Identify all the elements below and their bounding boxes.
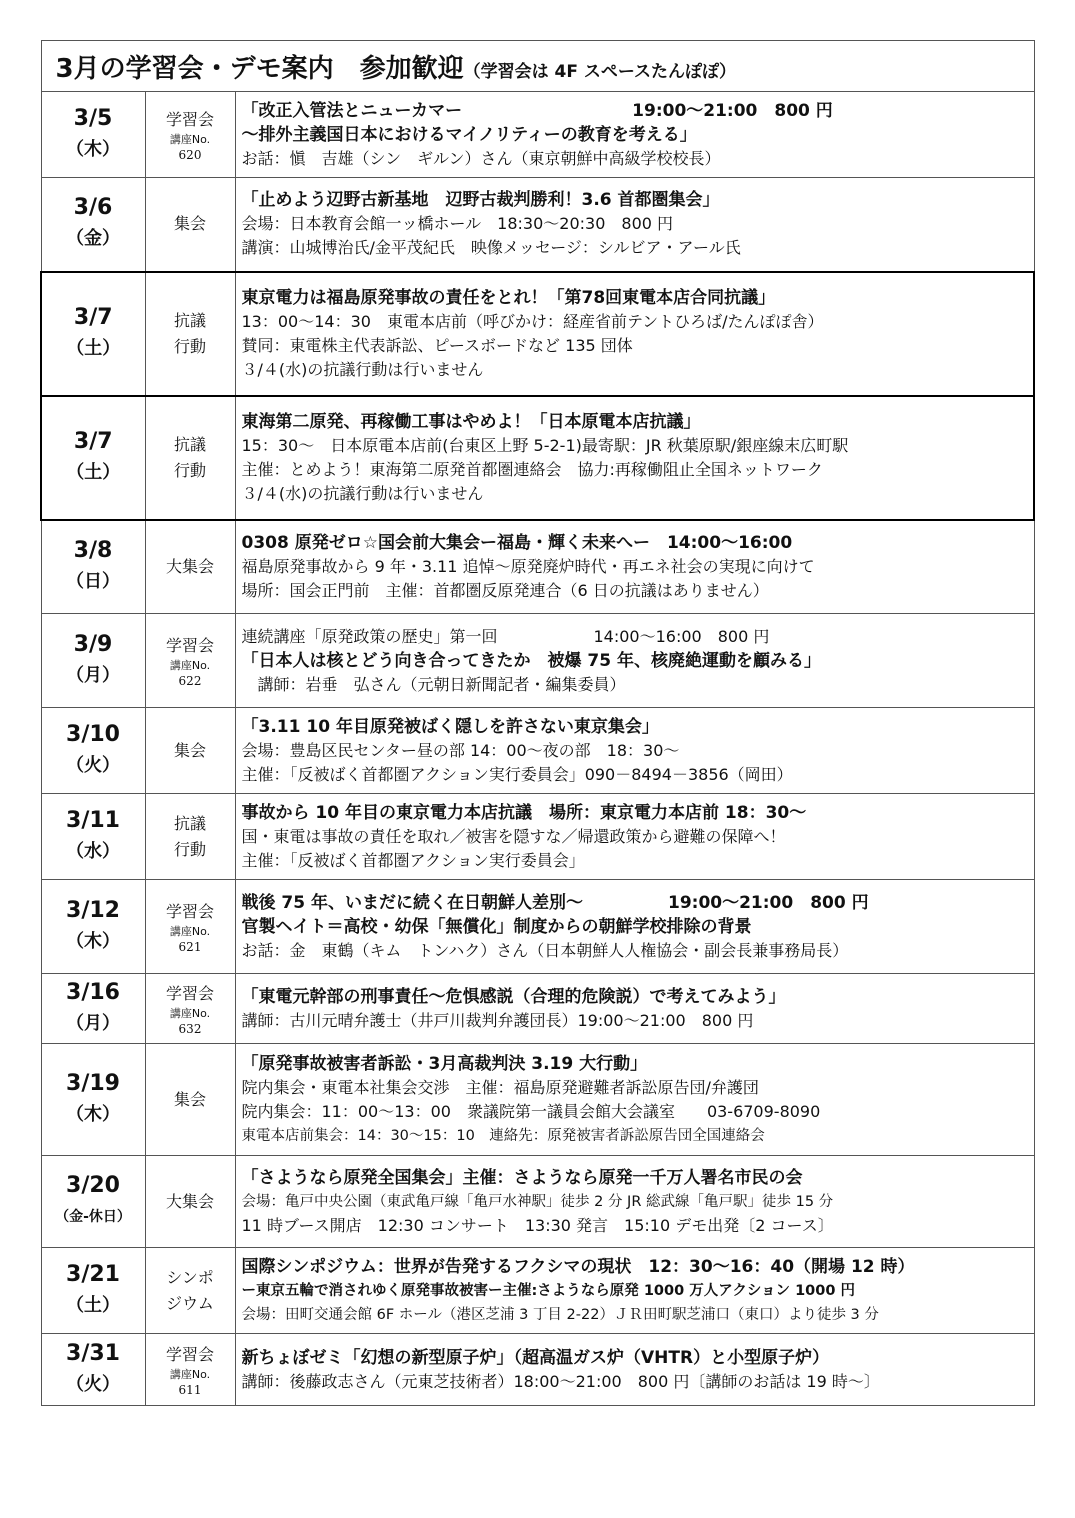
event-type-line2: 行動	[173, 839, 206, 859]
event-date-cell	[41, 92, 145, 178]
event-type-line2: 行動	[173, 336, 206, 356]
lecture-number: 611	[178, 1382, 202, 1397]
event-date-cell	[41, 1248, 145, 1334]
event-details-cell	[235, 794, 1034, 880]
event-date: 3/7	[73, 304, 113, 330]
event-type-cell	[145, 1044, 235, 1156]
event-row	[41, 614, 1034, 708]
event-detail-line: 会場：田町交通会館 6F ホール（港区芝浦 3 丁目 2-22）ＪＲ田町駅芝浦口（東口）より徒歩 3 分	[241, 1306, 879, 1323]
event-detail-line: 連続講座「原発政策の歴史」第一回 14:00～16:00 800 円	[241, 626, 770, 646]
event-weekday: （火）	[66, 754, 120, 776]
event-date-cell	[41, 794, 145, 880]
event-detail-line: ～排外主義国日本におけるマイノリティーの教育を考える」	[241, 124, 697, 145]
event-detail-line: 国際シンポジウム：世界が告発するフクシマの現状 12：30～16：40（開場 12 時）	[241, 1256, 915, 1277]
event-date: 3/6	[73, 195, 113, 221]
event-date-cell	[41, 974, 145, 1044]
event-detail-line: お話：愼 吉雄（シン ギルン）さん（東京朝鮮中高級学校校長）	[241, 148, 721, 168]
lecture-number: 622	[178, 673, 202, 688]
event-date-cell	[41, 614, 145, 708]
lecture-label: 講座No.	[169, 924, 211, 938]
event-type: 抗議	[173, 434, 206, 454]
lecture-number: 620	[178, 147, 202, 162]
event-detail-line: 国・東電は事故の責任を取れ／被害を隠すな／帰還政策から避難の保障へ！	[241, 826, 786, 846]
event-date-cell	[41, 178, 145, 272]
event-date: 3/9	[73, 631, 113, 657]
event-detail-line: 「原発事故被害者訴訟・3月高裁判決 3.19 大行動」	[241, 1053, 648, 1074]
event-details-cell	[235, 520, 1034, 614]
event-type-cell	[145, 614, 235, 708]
event-detail-line: 主催：「反被ばく首都圏アクション実行委員会」	[241, 850, 585, 870]
event-type-cell	[145, 1248, 235, 1334]
event-detail-line: 「3.11 10 年目原発被ばく隠しを許さない東京集会」	[241, 716, 659, 737]
event-weekday: （木）	[66, 930, 120, 952]
title-sub: （学習会は 4F スペースたんぽぽ）	[463, 61, 737, 82]
event-details-cell	[235, 92, 1034, 178]
event-detail-line: 事故から 10 年目の東京電力本店抗議 場所：東京電力本店前 18：30～	[241, 802, 807, 823]
event-row	[41, 1334, 1034, 1406]
event-detail-line: 戦後 75 年、いまだに続く在日朝鮮人差別～ 19:00～21:00 800 円	[241, 892, 869, 913]
event-schedule-table	[40, 40, 1035, 1406]
event-date: 3/7	[73, 428, 113, 454]
event-detail-line: 主催：「反被ばく首都圏アクション実行委員会」090－8494－3856（岡田）	[241, 764, 793, 784]
event-row	[41, 92, 1034, 178]
event-row	[41, 794, 1034, 880]
event-date-cell	[41, 272, 145, 396]
event-row	[41, 1248, 1034, 1334]
title-row	[41, 41, 1034, 92]
event-detail-line: 講師：後藤政志さん（元東芝技術者）18:00～21:00 800 円〔講師のお話は 19 時～〕	[241, 1371, 880, 1391]
event-details-cell	[235, 1334, 1034, 1406]
event-type: 学習会	[165, 1344, 214, 1364]
lecture-label: 講座No.	[169, 1006, 211, 1020]
event-detail-line: 「東電元幹部の刑事責任～危惧感説（合理的危険説）で考えてみよう」	[241, 986, 786, 1007]
event-row	[41, 396, 1034, 520]
event-detail-line: 13：00～14：30 東電本店前（呼びかけ：経産省前テントひろば/たんぽぽ舎）	[241, 311, 824, 331]
event-row	[41, 880, 1034, 974]
event-weekday: （金）	[66, 228, 120, 250]
event-date-cell	[41, 708, 145, 794]
lecture-label: 講座No.	[169, 658, 211, 672]
event-type-cell	[145, 708, 235, 794]
event-details-cell	[235, 974, 1034, 1044]
event-type-line2: ジウム	[166, 1293, 214, 1313]
title-main: 3月の学習会・デモ案内 参加歓迎	[55, 53, 464, 84]
event-weekday: （土）	[66, 337, 121, 359]
event-type: 抗議	[173, 310, 206, 330]
event-detail-line: 東京電力は福島原発事故の責任をとれ！「第78回東電本店合同抗議」	[241, 287, 776, 308]
event-type-line2: 行動	[173, 460, 206, 480]
event-date-cell	[41, 520, 145, 614]
lecture-label: 講座No.	[169, 132, 211, 146]
event-row	[41, 1044, 1034, 1156]
event-detail-line: 福島原発事故から 9 年・3.11 追悼～原発廃炉時代・再エネ社会の実現に向けて	[241, 556, 815, 576]
event-detail-line: 11 時ブース開店 12:30 コンサート 13:30 発言 15:10 デモ出発〔2 コース〕	[241, 1215, 834, 1235]
event-details-cell	[235, 1044, 1034, 1156]
event-type-cell	[145, 92, 235, 178]
event-detail-line: 東電本店前集会：14：30～15：10 連絡先：原発被害者訴訟原告団全国連絡会	[241, 1127, 765, 1144]
event-detail-line: 講演：山城博治氏/金平茂紀氏 映像メッセージ：シルビア・アール氏	[241, 238, 741, 258]
event-details-cell	[235, 1156, 1034, 1248]
event-row	[41, 520, 1034, 614]
event-date: 3/21	[66, 1261, 120, 1287]
event-type: 抗議	[173, 813, 206, 833]
lecture-number: 632	[178, 1021, 202, 1036]
event-detail-line: 「改正入管法とニューカマー 19:00～21:00 800 円	[241, 100, 833, 121]
event-details-cell	[235, 1248, 1034, 1334]
event-type-cell	[145, 272, 235, 396]
event-row	[41, 1156, 1034, 1248]
event-weekday: （土）	[66, 1294, 120, 1316]
event-type: 学習会	[165, 109, 214, 129]
event-detail-line: ３/４(水)の抗議行動は行いません	[241, 359, 484, 379]
event-detail-line: 「さようなら原発全国集会」主催：さようなら原発一千万人署名市民の会	[241, 1167, 803, 1188]
event-row	[41, 708, 1034, 794]
event-weekday: （金-休日）	[55, 1208, 131, 1225]
event-detail-line: 会場：豊島区民センター昼の部 14：00～夜の部 18：30～	[241, 740, 680, 760]
event-date-cell	[41, 1334, 145, 1406]
event-detail-line: 院内集会：11：00～13：00 衆議院第一議員会館大会議室 03-6709-8090	[241, 1101, 821, 1121]
event-detail-line: 院内集会・東電本社集会交渉 主催：福島原発避難者訴訟原告団/弁護団	[241, 1077, 759, 1097]
event-type: 学習会	[165, 983, 214, 1003]
event-detail-line: ３/４(水)の抗議行動は行いません	[241, 483, 484, 503]
event-detail-line: 会場：日本教育会館一ッ橋ホール 18:30～20:30 800 円	[241, 214, 674, 234]
event-detail-line: 主催：とめよう！東海第二原発首都圏連絡会 協力:再稼働阻止全国ネットワーク	[241, 459, 823, 479]
event-weekday: （火）	[66, 1373, 120, 1395]
event-row	[41, 974, 1034, 1044]
event-date-cell	[41, 880, 145, 974]
event-details-cell	[235, 272, 1034, 396]
event-date: 3/19	[66, 1070, 120, 1096]
event-detail-line: 会場：亀戸中央公園（東武亀戸線「亀戸水神駅」徒歩 2 分 JR 総武線「亀戸駅」徒歩 15 分	[241, 1193, 834, 1210]
event-details-cell	[235, 178, 1034, 272]
event-type-cell	[145, 880, 235, 974]
event-row	[41, 272, 1034, 396]
event-type-cell	[145, 396, 235, 520]
event-weekday: （木）	[66, 1103, 120, 1125]
event-type: シンポ	[166, 1267, 214, 1287]
event-weekday: （土）	[66, 461, 121, 483]
event-detail-line: 東海第二原発、再稼働工事はやめよ！「日本原電本店抗議」	[241, 411, 701, 432]
event-weekday: （日）	[66, 570, 120, 592]
lecture-number: 621	[178, 939, 202, 954]
event-weekday: （水）	[66, 840, 120, 862]
event-type: 学習会	[165, 635, 214, 655]
event-type: 集会	[173, 214, 206, 234]
event-detail-line: 講師：岩垂 弘さん（元朝日新聞記者・編集委員）	[241, 674, 626, 694]
event-detail-line: 場所：国会正門前 主催：首都圏反原発連合（6 日の抗議はありません）	[241, 580, 769, 600]
event-detail-line: お話：金 東鶴（キム トンハク）さん（日本朝鮮人人権協会・副会長兼事務局長）	[241, 940, 849, 960]
event-row	[41, 178, 1034, 272]
event-detail-line: ー東京五輪で消されゆく原発事故被害ー主催:さようなら原発 1000 万人アクション 1000 円	[241, 1282, 855, 1299]
event-detail-line: 新ちょぼゼミ「幻想の新型原子炉」（超高温ガス炉（VHTR）と小型原子炉）	[241, 1347, 830, 1368]
page-title	[41, 41, 1034, 92]
event-type-cell	[145, 520, 235, 614]
event-type-cell	[145, 1156, 235, 1248]
event-date: 3/10	[66, 721, 120, 747]
event-detail-line: 「日本人は核とどう向き合ってきたか 被爆 75 年、核廃絶運動を顧みる」	[241, 650, 821, 671]
event-date: 3/31	[66, 1340, 120, 1366]
event-type: 集会	[173, 1089, 206, 1109]
event-details-cell	[235, 880, 1034, 974]
event-weekday: （木）	[66, 138, 120, 160]
event-date-cell	[41, 1044, 145, 1156]
event-type-cell	[145, 974, 235, 1044]
event-type: 大集会	[165, 1191, 214, 1211]
event-type-cell	[145, 794, 235, 880]
event-detail-line: 講師：古川元晴弁護士（井戸川裁判弁護団長）19:00～21:00 800 円	[241, 1010, 754, 1030]
event-detail-line: 官製ヘイト＝高校・幼保「無償化」制度からの朝鮮学校排除の背景	[241, 916, 752, 937]
event-type: 大集会	[165, 556, 214, 576]
event-details-cell	[235, 708, 1034, 794]
event-detail-line: 賛同：東電株主代表訴訟、ピースボードなど 135 団体	[241, 335, 633, 355]
event-type: 集会	[173, 740, 206, 760]
event-type: 学習会	[165, 901, 214, 921]
event-detail-line: 「止めよう辺野古新基地 辺野古裁判勝利！3.6 首都圏集会」	[241, 190, 720, 211]
lecture-label: 講座No.	[169, 1367, 211, 1381]
event-type-cell	[145, 178, 235, 272]
event-date: 3/20	[66, 1172, 120, 1198]
event-weekday: （月）	[66, 1012, 120, 1034]
event-date-cell	[41, 1156, 145, 1248]
event-date: 3/8	[73, 537, 113, 563]
event-detail-line: 15：30～ 日本原電本店前(台東区上野 5-2-1)最寄駅：JR 秋葉原駅/銀座線末広町駅	[241, 435, 849, 455]
event-date: 3/12	[66, 897, 120, 923]
event-details-cell	[235, 396, 1034, 520]
event-detail-line: 0308 原発ゼロ☆国会前大集会ー福島・輝く未来へー 14:00～16:00	[241, 532, 793, 553]
event-details-cell	[235, 614, 1034, 708]
event-type-cell	[145, 1334, 235, 1406]
event-date: 3/11	[66, 807, 120, 833]
event-date: 3/5	[73, 105, 113, 131]
event-date: 3/16	[66, 979, 120, 1005]
event-weekday: （月）	[66, 664, 120, 686]
event-date-cell	[41, 396, 145, 520]
